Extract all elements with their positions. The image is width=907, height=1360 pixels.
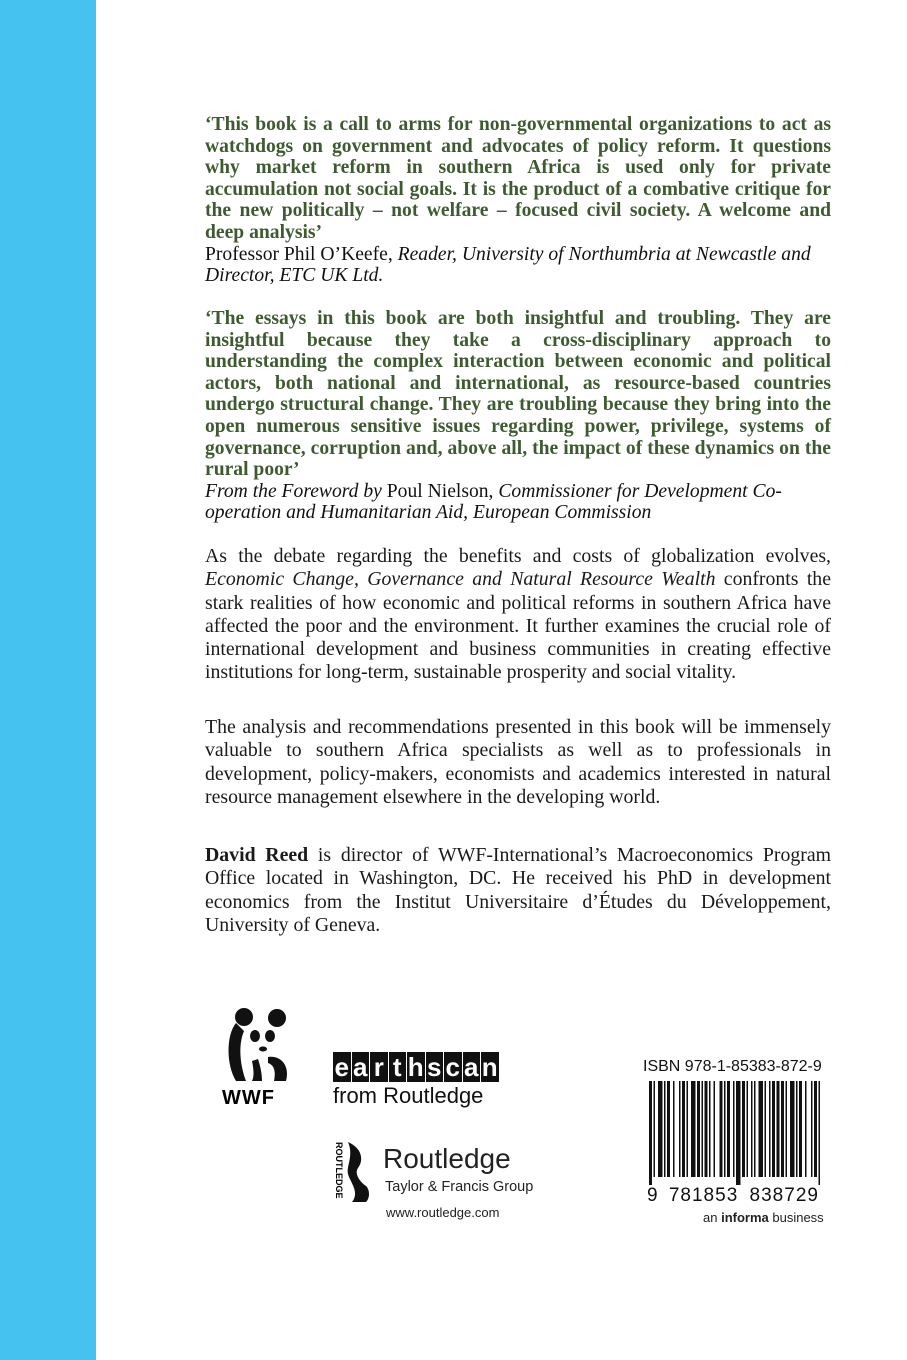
barcode-bar — [786, 1081, 788, 1177]
barcode-bar — [709, 1081, 711, 1177]
earthscan-logo — [333, 1052, 499, 1110]
earthscan-letter: n — [481, 1052, 498, 1082]
barcode-bar — [759, 1081, 764, 1177]
earthscan-letter: c — [445, 1052, 460, 1082]
barcode-bar — [702, 1081, 704, 1177]
quote-1-role: Reader, University of Northumbria at Newcastle and Director, ETC UK Ltd. — [205, 243, 811, 287]
barcode-bar — [742, 1081, 745, 1177]
description-paragraph-1 — [205, 545, 831, 685]
earthscan-subtitle: from Routledge — [333, 1083, 484, 1108]
barcode-bar — [819, 1081, 821, 1185]
routledge-subtitle: Taylor & Francis Group — [385, 1179, 534, 1195]
routledge-name: Routledge — [383, 1143, 511, 1174]
barcode-bar — [691, 1081, 696, 1177]
quote-2 — [205, 308, 831, 524]
barcode-bar — [705, 1081, 708, 1177]
isbn-label: ISBN 978-1-85383-872-9 — [643, 1058, 822, 1075]
para1-text-end: confronts the stark realities of how economic and political reforms in southern Africa have affected the poor and the environment. It further examines the crucial role of international development and business communities in creating effective institutions for long-term, sustainable prosperity and social vitality. — [205, 568, 831, 684]
barcode-bar — [769, 1081, 771, 1177]
barcode-bar — [673, 1081, 675, 1177]
quote-1-attribution — [205, 244, 831, 287]
quote-2-role: Commissioner for Development Co-operation and Humanitarian Aid, European Commission — [205, 480, 782, 524]
earthscan-letter: t — [389, 1052, 407, 1082]
barcode — [647, 1081, 827, 1186]
routledge-profile-icon — [344, 1142, 374, 1202]
para1-text: As the debate regarding the benefits and costs of globalization evolves, — [205, 545, 831, 567]
barcode-bar — [751, 1081, 753, 1177]
barcode-bar — [765, 1081, 767, 1177]
barcode-bar — [727, 1081, 730, 1177]
quote-2-prefix: From the Foreword by — [205, 480, 382, 502]
para2-text: The analysis and recommendations presented in this book will be immensely valuable to southern Africa specialists as well as to professionals in development, policy-makers, economists and academics interested in natural resource management elsewhere in the developing world. — [205, 716, 831, 808]
routledge-vertical-text: ROUTLEDGE — [334, 1142, 344, 1199]
barcode-group-2: 838729 — [749, 1185, 819, 1206]
informa-post: business — [768, 1210, 824, 1225]
barcode-bar — [790, 1081, 795, 1177]
barcode-bar — [796, 1081, 798, 1177]
barcode-bar — [811, 1081, 813, 1177]
informa-pre: an — [703, 1210, 722, 1225]
barcode-bar — [664, 1081, 666, 1177]
barcode-bar — [654, 1081, 656, 1177]
barcode-bar — [724, 1081, 726, 1177]
quote-2-author: Poul Nielson, — [381, 480, 499, 502]
earthscan-letter: a — [353, 1052, 368, 1082]
barcode-bar — [667, 1081, 670, 1177]
barcode-bar — [754, 1081, 756, 1177]
quote-2-text: ‘The essays in this book are both insightful and troubling. They are insightful because they take a cross-disciplinary approach to understanding the complex interaction between economic and political actors, both national and international, as resource-based countries undergo structural change. They are troubling because they bring into the open numerous sensitive issues regarding power, privilege, systems of governance, corruption and, above all, the impact of these dynamics on the rural poor’ — [205, 308, 831, 481]
barcode-digits — [647, 1185, 837, 1207]
wwf-text: WWF — [222, 1087, 275, 1109]
quote-1 — [205, 114, 831, 287]
barcode-bar — [658, 1081, 663, 1177]
author-bio-text: is director of WWF-International’s Macroeconomics Program Office located in Washington, DC. He received his PhD in development economics from the Institut Universitaire d’Études du Développement, University of Geneva. — [205, 844, 831, 936]
barcode-bar — [649, 1081, 652, 1185]
barcode-bar — [714, 1081, 716, 1177]
routledge-url[interactable]: www.routledge.com — [386, 1205, 500, 1220]
wwf-logo — [222, 1005, 292, 1108]
barcode-digit-first: 9 — [647, 1185, 658, 1206]
informa-brand: informa — [721, 1210, 769, 1225]
author-bio — [205, 844, 831, 937]
barcode-bar — [814, 1081, 817, 1177]
quote-1-author: Professor Phil O’Keefe, — [205, 243, 393, 265]
barcode-bar — [736, 1081, 741, 1185]
earthscan-letter: r — [370, 1052, 388, 1082]
quote-2-attribution — [205, 481, 831, 524]
book-title: Economic Change, Governance and Natural Resource Wealth — [205, 568, 716, 591]
barcode-group-1: 781853 — [668, 1185, 739, 1206]
earthscan-letter: h — [407, 1052, 424, 1082]
barcode-bar — [747, 1081, 749, 1177]
informa-tagline — [703, 1210, 824, 1225]
barcode-bar — [687, 1081, 689, 1177]
barcode-bar — [781, 1081, 784, 1177]
barcode-bar — [799, 1081, 802, 1177]
author-name: David Reed — [205, 844, 309, 866]
earthscan-letter: a — [464, 1052, 479, 1082]
cover-spine-stripe — [0, 0, 96, 1360]
barcode-bar — [772, 1081, 775, 1177]
earthscan-letter: e — [334, 1052, 349, 1082]
panda-icon — [222, 1005, 292, 1083]
routledge-logo — [330, 1142, 550, 1202]
earthscan-wordmark — [333, 1052, 499, 1082]
description-paragraph-2 — [205, 716, 831, 809]
barcode-bar — [733, 1081, 735, 1177]
barcode-bar — [805, 1081, 807, 1177]
barcode-bar — [777, 1081, 780, 1177]
barcode-bar — [697, 1081, 700, 1177]
quote-1-text: ‘This book is a call to arms for non-governmental organizations to act as watchdogs on government and advocates of policy reform. It questions why market reform in southern Africa is used only for private accumulation not social goals. It is the product of a combative critique for the new politically – not welfare – focused civil society. A welcome and deep analysis’ — [205, 114, 831, 243]
barcode-bar — [720, 1081, 723, 1177]
barcode-bar — [679, 1081, 681, 1177]
earthscan-letter: s — [427, 1052, 442, 1082]
barcode-bar — [682, 1081, 685, 1177]
